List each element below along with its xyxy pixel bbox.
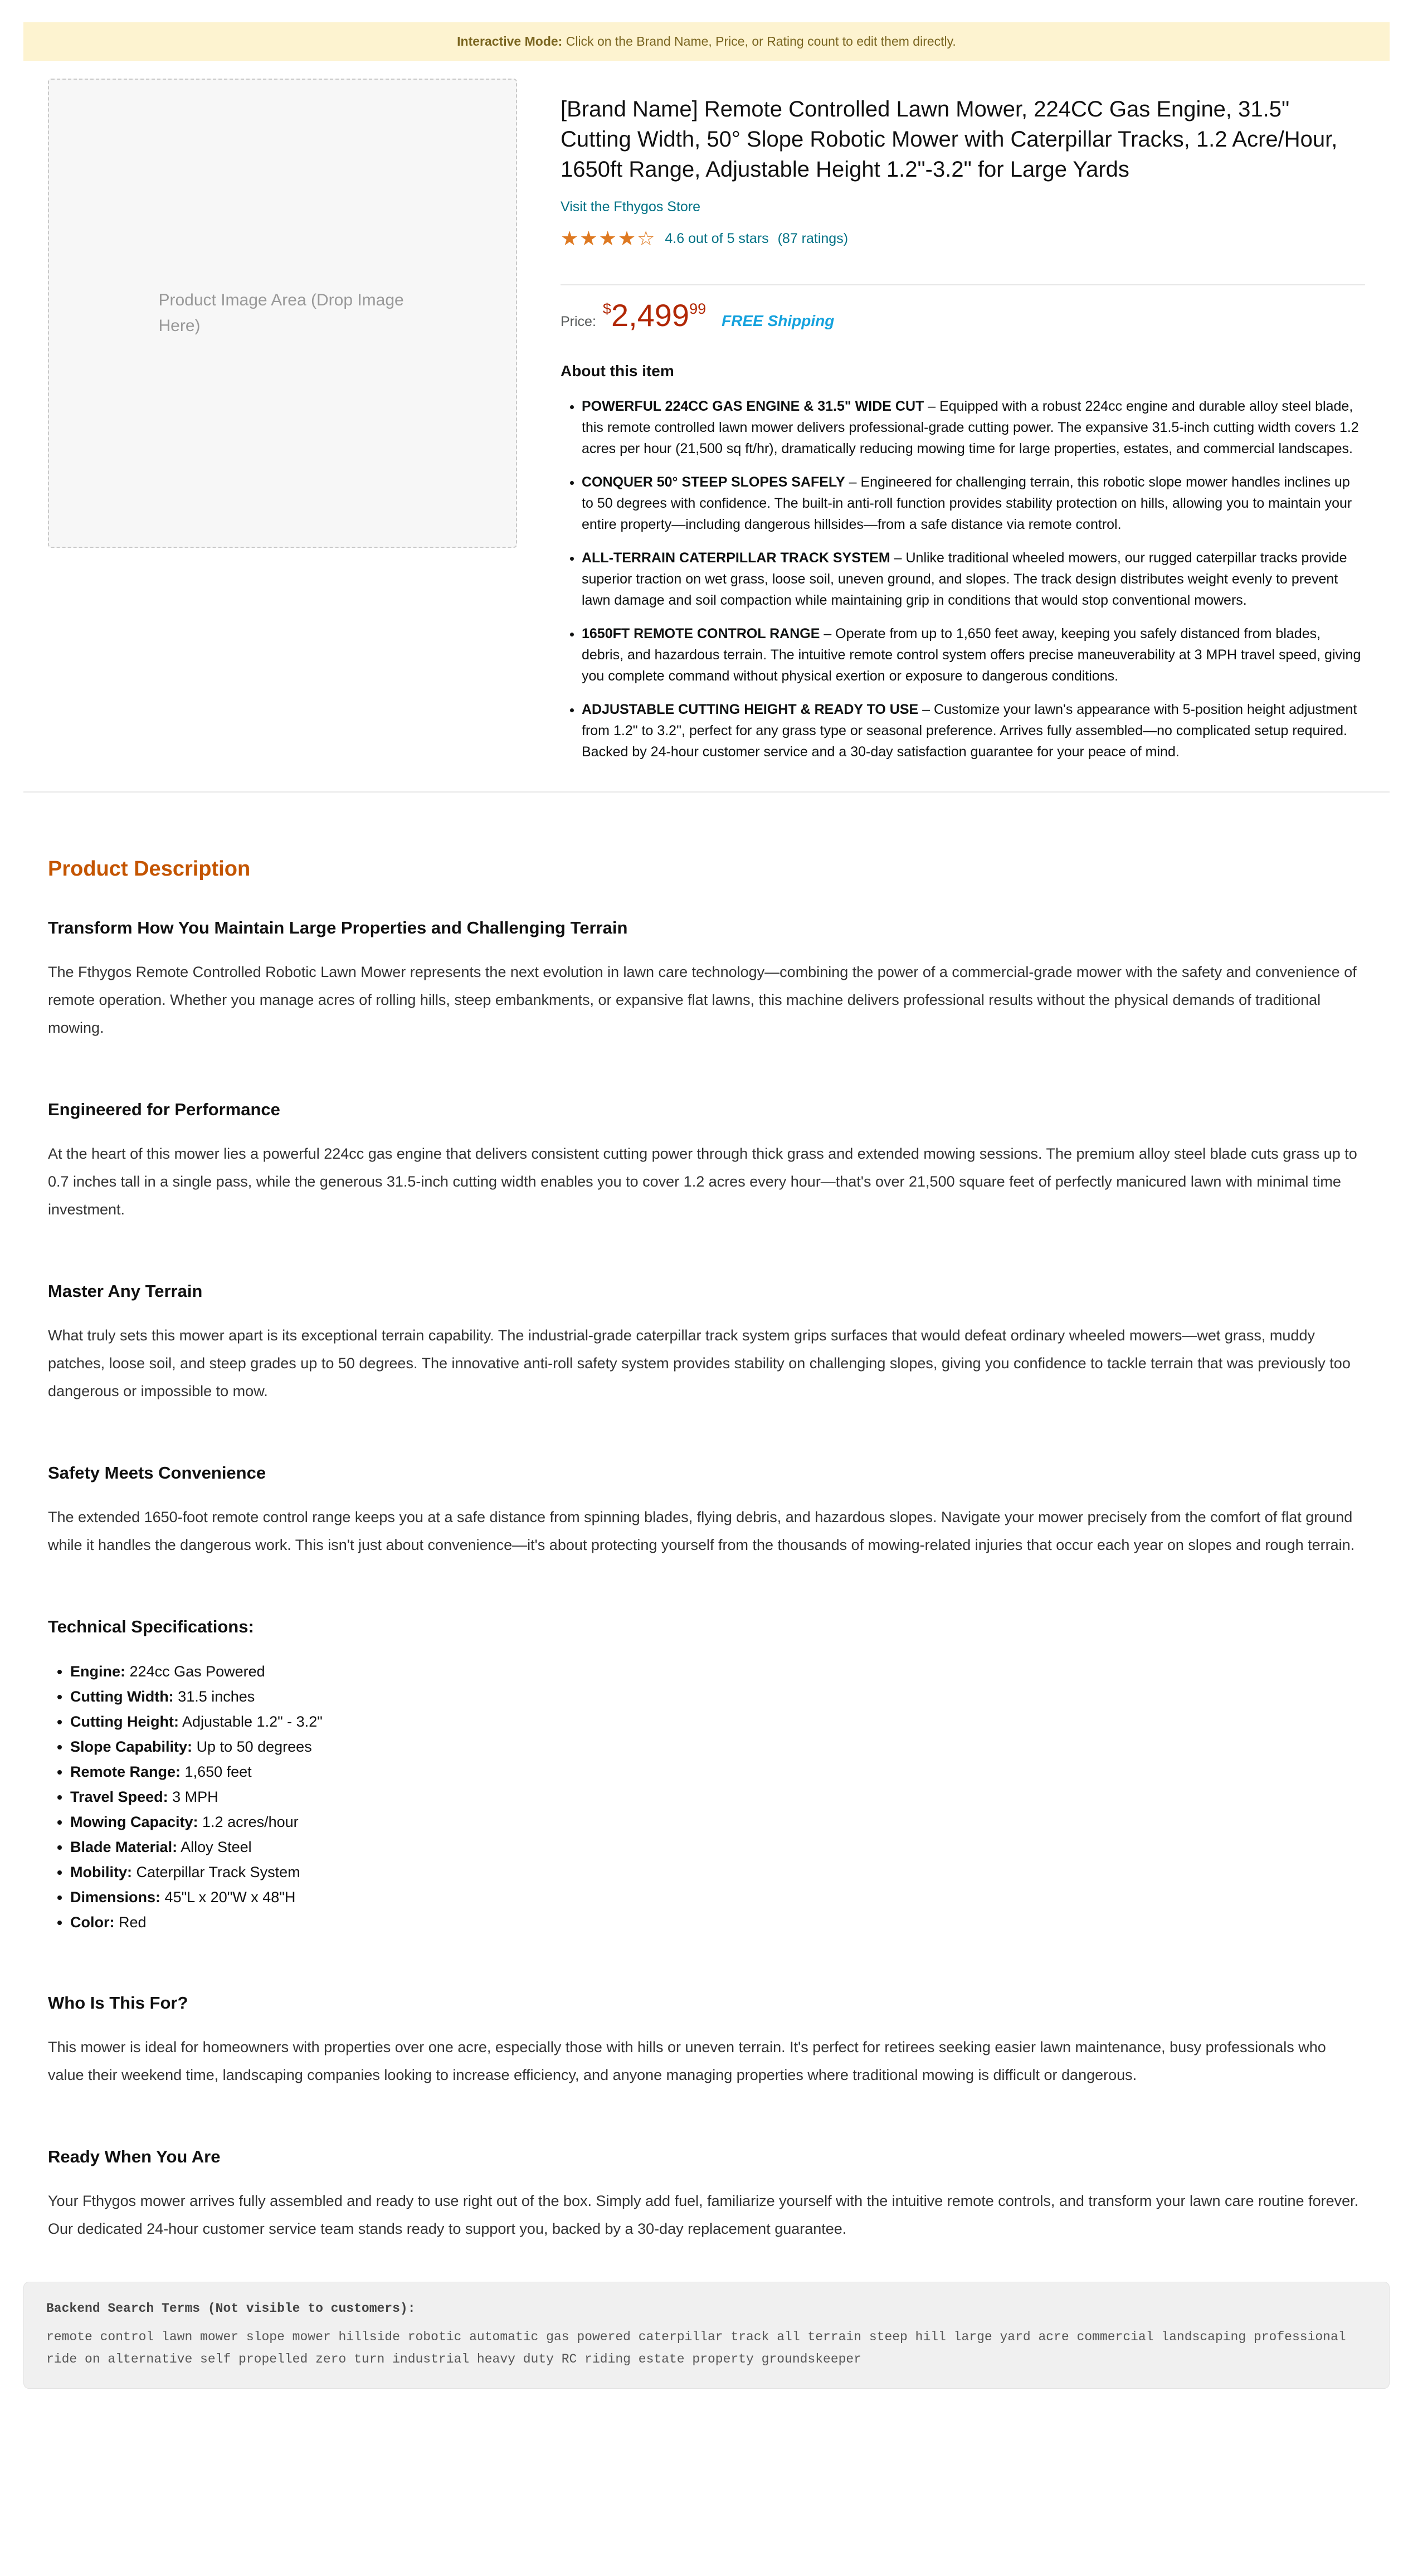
product-title-rest: Remote Controlled Lawn Mower, 224CC Gas Engine, 31.5" Cutting Width, 50° Slope Robotic Mower with Caterpillar Tracks, 1.2 Acre/Hour, 1650ft Range, Adjustable Height 1.2"-3.2" for Large Yards [561, 97, 1338, 182]
spec-item: • Travel Speed: 3 MPH [70, 1785, 1365, 1810]
filled-stars-icon: ★★★★ [561, 227, 637, 250]
section-heading: Transform How You Maintain Large Properties and Challenging Terrain [48, 918, 628, 937]
section-heading: Safety Meets Convenience [48, 1463, 266, 1483]
store-link[interactable]: Visit the Fthygos Store [561, 199, 701, 215]
currency-symbol: $ [602, 300, 611, 317]
spec-item: • Color: Red [70, 1910, 1365, 1935]
banner-text: Click on the Brand Name, Price, or Rating count to edit them directly. [562, 34, 956, 48]
spec-item: • Cutting Height: Adjustable 1.2" - 3.2" [70, 1709, 1365, 1734]
spec-item: • Blade Material: Alloy Steel [70, 1835, 1365, 1860]
section-heading: Ready When You Are [48, 2147, 221, 2166]
star-rating-icons [561, 229, 656, 249]
price-label: Price: [561, 314, 596, 329]
price-value-editable[interactable] [603, 300, 706, 331]
rating-count-editable[interactable]: (87 ratings) [777, 230, 849, 246]
rating-row [561, 229, 1365, 249]
about-this-item-heading: About this item [561, 362, 674, 380]
about-bullet-list [561, 396, 1365, 762]
free-shipping-label: FREE Shipping [722, 312, 835, 329]
empty-star-icon: ☆ [637, 227, 656, 250]
divider [561, 284, 1365, 285]
spec-item: • Mobility: Caterpillar Track System [70, 1860, 1365, 1885]
product-top-section [23, 61, 1390, 775]
backend-search-terms-box [23, 2282, 1390, 2389]
price-fraction: 99 [689, 300, 706, 317]
spec-item: • Mowing Capacity: 1.2 acres/hour [70, 1810, 1365, 1835]
product-title [561, 94, 1365, 184]
price-row [561, 300, 1365, 331]
section-paragraph: The Fthygos Remote Controlled Robotic Lawn Mower represents the next evolution in lawn care technology—combining the power of a commercial-grade mower with the safety and convenience of remote operation. Whether you manage acres of rolling hills, steep embankments, or expansive flat lawns, this machine delivers professional results without the physical demands of traditional mowing. [48, 964, 1357, 1036]
about-bullet: • POWERFUL 224CC GAS ENGINE & 31.5" WIDE CUT – Equipped with a robust 224cc engine and durable alloy steel blade, this remote controlled lawn mower delivers professional-grade cutting power. The expansive 31.5-inch cutting width covers 1.2 acres per hour (21,500 sq ft/hr), dramatically reducing mowing time for large properties, estates, and commercial landscapes. [582, 396, 1365, 459]
section-divider [23, 791, 1390, 793]
section-paragraph: At the heart of this mower lies a powerful 224cc gas engine that delivers consistent cutting power through thick grass and extended mowing sessions. The premium alloy steel blade cuts grass up to 0.7 inches tall in a single pass, while the generous 31.5-inch cutting width enables you to cover 1.2 acres every hour—that's over 21,500 square feet of perfectly manicured lawn with minimal time investment. [48, 1145, 1357, 1218]
price-whole: 2,499 [611, 298, 690, 333]
spec-item: • Slope Capability: Up to 50 degrees [70, 1734, 1365, 1760]
product-description-heading: Product Description [48, 857, 251, 881]
section-heading: Who Is This For? [48, 1993, 188, 2013]
product-info-column [561, 79, 1365, 775]
brand-name-editable[interactable]: [Brand Name] [561, 97, 698, 121]
spec-item: • Cutting Width: 31.5 inches [70, 1684, 1365, 1709]
spec-item: • Remote Range: 1,650 feet [70, 1760, 1365, 1785]
section-heading: Master Any Terrain [48, 1281, 203, 1301]
backend-search-terms-heading: Backend Search Terms (Not visible to customers): [46, 2301, 416, 2316]
technical-specifications-heading: Technical Specifications: [48, 1617, 254, 1636]
image-placeholder-text: Product Image Area (Drop Image Here) [158, 290, 404, 335]
section-paragraph: Your Fthygos mower arrives fully assembled and ready to use right out of the box. Simply add fuel, familiarize yourself with the intuitive remote controls, and transform your lawn care routine forever. Our dedicated 24-hour customer service team stands ready to support you, backed by a 30-day replacement guarantee. [48, 2193, 1359, 2237]
product-description-section [23, 857, 1390, 2243]
section-heading: Engineered for Performance [48, 1100, 280, 1119]
rating-text: 4.6 out of 5 stars [665, 230, 769, 246]
banner-bold-label: Interactive Mode: [457, 34, 563, 48]
spec-item: • Dimensions: 45"L x 20"W x 48"H [70, 1885, 1365, 1910]
interactive-mode-banner [23, 22, 1390, 61]
about-bullet: • ALL-TERRAIN CATERPILLAR TRACK SYSTEM – Unlike traditional wheeled mowers, our rugged caterpillar tracks provide superior traction on wet grass, loose soil, uneven ground, and slopes. The track design distributes weight evenly to prevent lawn damage and soil compaction while maintaining grip in conditions that would stop conventional mowers. [582, 547, 1365, 611]
about-bullet: • CONQUER 50° STEEP SLOPES SAFELY – Engineered for challenging terrain, this robotic slope mower handles inclines up to 50 degrees with confidence. The built-in anti-roll function provides stability protection on hills, allowing you to maintain your entire property—including dangerous hillsides—from a safe distance via remote control. [582, 472, 1365, 535]
section-paragraph: This mower is ideal for homeowners with properties over one acre, especially those with hills or uneven terrain. It's perfect for retirees seeking easier lawn maintenance, busy professionals who value their weekend time, landscaping companies looking to increase efficiency, and anyone managing properties where traditional mowing is difficult or dangerous. [48, 2039, 1326, 2083]
section-paragraph: What truly sets this mower apart is its exceptional terrain capability. The industrial-grade caterpillar track system grips surfaces that would defeat ordinary wheeled mowers—wet grass, muddy patches, loose soil, and steep grades up to 50 degrees. The innovative anti-roll safety system provides stability on challenging slopes, giving you confidence to tackle terrain that was previously too dangerous or impossible to mow. [48, 1327, 1351, 1399]
backend-search-terms-text: remote control lawn mower slope mower hillside robotic automatic gas powered caterpillar track all terrain steep hill large yard acre commercial landscaping professional ride on alternative self propelled zero turn industrial heavy duty RC riding estate property groundskeeper [46, 2330, 1346, 2366]
product-image-dropzone[interactable] [48, 79, 517, 548]
about-bullet: • 1650FT REMOTE CONTROL RANGE – Operate from up to 1,650 feet away, keeping you safely distanced from blades, debris, and hazardous terrain. The intuitive remote control system offers precise maneuverability at 3 MPH travel speed, giving you complete command without physical exertion or exposure to dangerous conditions. [582, 623, 1365, 687]
spec-list [48, 1659, 1365, 1935]
about-bullet: • ADJUSTABLE CUTTING HEIGHT & READY TO USE – Customize your lawn's appearance with 5-position height adjustment from 1.2" to 3.2", perfect for any grass type or seasonal preference. Arrives fully assembled—no complicated setup required. Backed by 24-hour customer service and a 30-day satisfaction guarantee for your peace of mind. [582, 699, 1365, 762]
section-paragraph: The extended 1650-foot remote control range keeps you at a safe distance from spinning blades, flying debris, and hazardous slopes. Navigate your mower precisely from the comfort of flat ground while it handles the dangerous work. This isn't just about convenience—it's about protecting yourself from the thousands of mowing-related injuries that occur each year on slopes and rough terrain. [48, 1509, 1355, 1553]
spec-item: • Engine: 224cc Gas Powered [70, 1659, 1365, 1684]
